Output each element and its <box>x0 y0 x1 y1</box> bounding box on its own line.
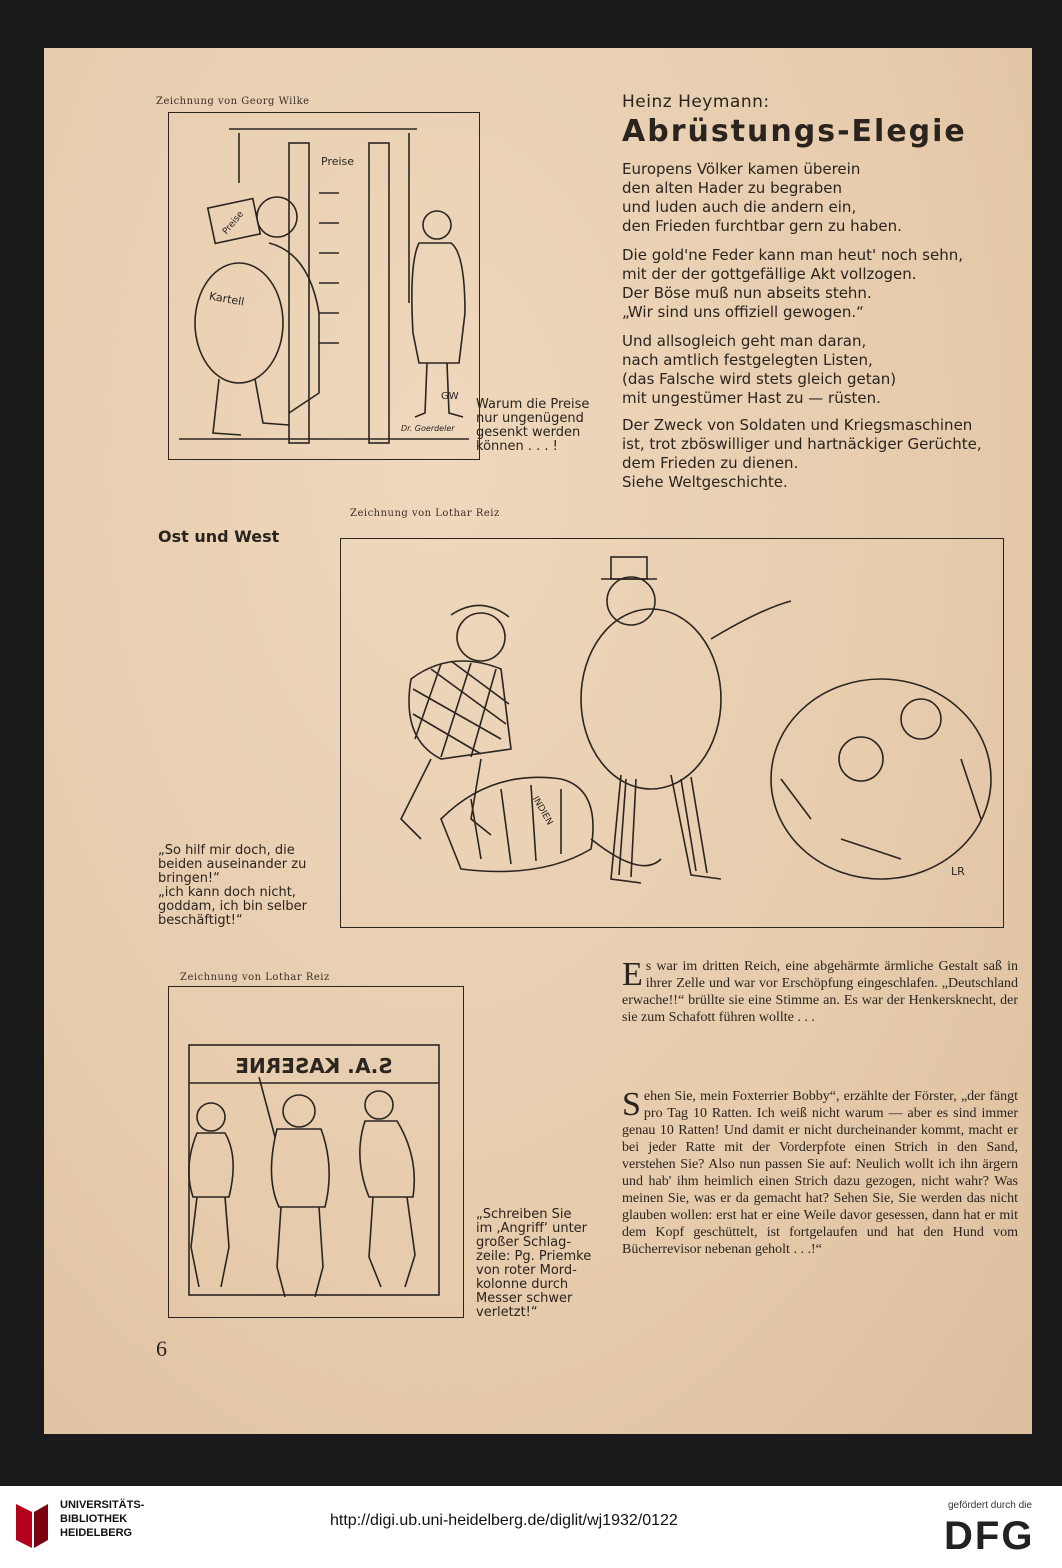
figure-center-sa-man <box>259 1077 329 1297</box>
poem-stanza-3 <box>622 332 1022 408</box>
caption-line: von roter Mord- <box>476 1263 577 1278</box>
caption-line: im ‚Angriff‘ unter <box>476 1221 588 1236</box>
poem-line: nach amtlich festgelegten Listen, <box>622 351 873 369</box>
kartell-label: Kartell <box>208 289 246 309</box>
poem-stanza-2 <box>622 246 1022 322</box>
caption-line: beiden auseinander zu <box>158 857 307 872</box>
poem-line: Siehe Weltgeschichte. <box>622 473 788 491</box>
cartoon2-caption <box>158 844 338 928</box>
poem-line: und luden auch die andern ein, <box>622 198 857 216</box>
caption-line: goddam, ich bin selber <box>158 899 307 914</box>
magazine-page <box>44 48 1032 1434</box>
story-foxterrier-dropcap: S <box>622 1086 641 1123</box>
institution-line: HEIDELBERG <box>60 1527 133 1539</box>
cartoon3-caption <box>476 1208 608 1320</box>
poem-line: Die gold'ne Feder kann man heut' noch sehn, <box>622 246 963 264</box>
caption-line: „ich kann doch nicht, <box>158 885 296 900</box>
university-library-name <box>60 1498 144 1540</box>
figure-right-sa-man <box>360 1091 415 1287</box>
cartoon2-credit: Zeichnung von Lothar Reiz <box>350 508 500 519</box>
cartoon2-illustration <box>341 539 1003 927</box>
caption-line: beschäftigt!“ <box>158 913 243 928</box>
poem-line: dem Frieden zu dienen. <box>622 454 799 472</box>
poem-stanza-1 <box>622 160 1022 236</box>
cartoon1-frame <box>168 112 480 460</box>
poem-line: mit der der gottgefällige Akt vollzogen. <box>622 265 917 283</box>
ost-und-west-heading: Ost und West <box>158 527 280 546</box>
caption-line: gesenkt werden <box>476 425 581 440</box>
permalink-url[interactable]: http://digi.ub.uni-heidelberg.de/diglit/wj1932/0122 <box>330 1512 678 1529</box>
poem-line: Der Zweck von Soldaten und Kriegsmaschinen <box>622 416 973 434</box>
caption-line: bringen!“ <box>158 871 220 886</box>
institution-line: BIBLIOTHEK <box>60 1513 128 1525</box>
story-reich-dropcap: E <box>622 956 643 993</box>
figure-fighting-ball <box>771 679 991 879</box>
poem-line: den Frieden furchtbar gern zu haben. <box>622 217 902 235</box>
poem-line: Europens Völker kamen überein <box>622 160 861 178</box>
poem-line: den alten Hader zu begraben <box>622 179 842 197</box>
cartoon1-illustration <box>169 113 479 459</box>
caption-line: können . . . ! <box>476 439 558 454</box>
caption-line: Messer schwer <box>476 1291 573 1306</box>
poem-title: Abrüstungs-Elegie <box>622 114 967 149</box>
cartoon1-credit: Zeichnung von Georg Wilke <box>156 96 310 107</box>
caption-line: nur ungenügend <box>476 411 584 426</box>
university-library-logo-icon <box>12 1500 52 1552</box>
caption-line: „So hilf mir doch, die <box>158 843 295 858</box>
dfg-logo: DFG <box>944 1514 1035 1558</box>
poem-line: „Wir sind uns offiziell gewogen.“ <box>622 303 864 321</box>
kaserne-sign: S.A. KASERNE <box>235 1054 393 1078</box>
cartoon3-frame <box>168 986 464 1318</box>
preise-bar-label: Preise <box>321 155 355 168</box>
poem-line: mit ungestümer Hast zu — rüsten. <box>622 389 881 407</box>
signature-gw: GW <box>441 391 459 402</box>
cartoon3-illustration <box>169 987 463 1317</box>
poem-stanza-4 <box>622 416 1022 492</box>
goerdeler-label: Dr. Goerdeler <box>401 424 455 433</box>
figure-left-sa-man <box>189 1103 233 1287</box>
cartoon2-frame <box>340 538 1004 928</box>
figure-uncle-sam <box>581 557 791 883</box>
poem-line: Der Böse muß nun abseits stehn. <box>622 284 872 302</box>
institution-line: UNIVERSITÄTS- <box>60 1499 145 1511</box>
story-foxterrier-text: ehen Sie, mein Foxterrier Bobby“, erzählte der Förster, „der fängt pro Tag 10 Ratten. Ich weiß nicht warum — aber es sind immer genau 10 Ratten! Und damit er nicht durcheinander kommt, macht er bei jeder Ratte mit der Vorderpfote einen Strich in den Sand, verstehen Sie? Also nun passen Sie auf: Neulich wollt ich ihn ärgern und hab' ihm heimlich einen Strich dazu gezogen, nicht wahr? Was meinen Sie, was er da gemacht hat? Sehen Sie, Sie werden das nicht glauben wollen: erst hat er eine Weile davor gesessen, dann hat er mit dem Kopf geschüttelt, ist fortgelaufen und hat den Hund vom Bücherrevisor nebenan geholt . . .!“ <box>622 1089 1018 1257</box>
goerdeler-figure <box>412 211 465 417</box>
price-scale <box>319 193 339 343</box>
signature-lr: LR <box>951 865 965 878</box>
caption-line: verletzt!“ <box>476 1305 538 1320</box>
story-reich-text: s war im dritten Reich, eine abgehärmte ärmliche Gestalt saß in ihrer Zelle und war vor Erschöpfung eingeschlafen. „Deutschland erwache!!“ brüllte sie eine Stimme an. Es war der Henkersknecht, der sie zum Schafott führen wollte . . . <box>622 959 1018 1025</box>
cartoon1-caption <box>476 398 606 454</box>
caption-line: zeile: Pg. Priemke <box>476 1249 592 1264</box>
caption-line: großer Schlag- <box>476 1235 572 1250</box>
indien-label: INDIEN <box>529 794 555 828</box>
preise-box-label: Preise <box>220 209 247 237</box>
poem-author: Heinz Heymann: <box>622 92 770 112</box>
funded-by-label: gefördert durch die <box>948 1500 1032 1511</box>
caption-line: Warum die Preise <box>476 397 590 412</box>
story-reich <box>622 958 1018 1026</box>
footer-bar <box>0 1486 1062 1568</box>
poem-line: Und allsogleich geht man daran, <box>622 332 867 350</box>
caption-line: kolonne durch <box>476 1277 569 1292</box>
poem-line: ist, trot zböswilliger und hartnäckiger Gerüchte, <box>622 435 982 453</box>
story-foxterrier <box>622 1088 1018 1258</box>
kartell-figure <box>195 197 319 435</box>
figure-tiger <box>441 777 661 871</box>
poem-line: (das Falsche wird stets gleich getan) <box>622 370 897 388</box>
caption-line: „Schreiben Sie <box>476 1207 572 1222</box>
page-number: 6 <box>156 1336 167 1361</box>
cartoon3-credit: Zeichnung von Lothar Reiz <box>180 972 330 983</box>
figure-plaid-man <box>401 605 511 839</box>
